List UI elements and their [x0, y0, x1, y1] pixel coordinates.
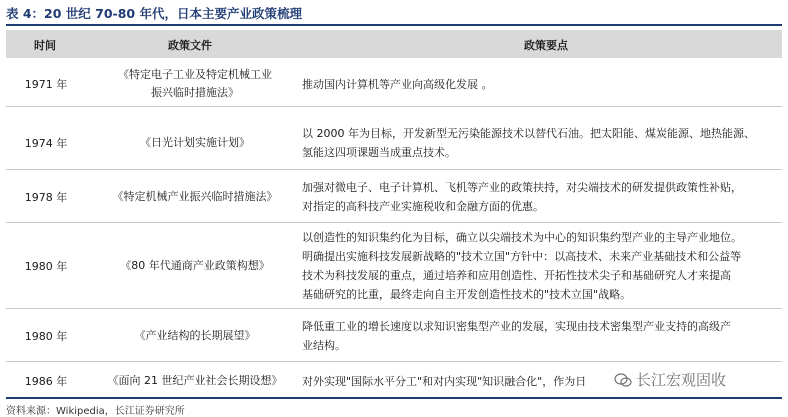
row-year: 1971 年	[24, 78, 68, 91]
row-points-line: 业结构。	[302, 339, 346, 352]
wechat-icon	[614, 373, 632, 387]
row-points-line: 对指定的高科技产业实施税收和金融方面的优惠。	[302, 200, 544, 213]
header-points: 政策要点	[524, 39, 568, 52]
row-year: 1974 年	[24, 137, 68, 150]
row-year: 1978 年	[24, 191, 68, 204]
row-document-line: 《80 年代通商产业政策构想》	[120, 259, 270, 272]
row-document-line: 《日光计划实施计划》	[140, 136, 250, 149]
row-year: 1980 年	[24, 260, 68, 273]
row-points-line: 基础研究的比重，最终走向自主开发创造性技术的"技术立国"战略。	[302, 288, 632, 301]
row-year: 1980 年	[24, 330, 68, 343]
row-document-line: 《特定机械产业振兴临时措施法》	[112, 190, 278, 203]
row-document-line: 《产业结构的长期展望》	[134, 329, 256, 342]
row-points-line: 加强对微电子、电子计算机、飞机等产业的政策扶持，对尖端技术的研发提供政策性补贴，	[302, 181, 742, 194]
header-document: 政策文件	[168, 39, 212, 52]
row-points-line: 推动国内计算机等产业向高级化发展 。	[302, 77, 493, 91]
table-header	[6, 30, 782, 58]
row-document-line: 《特定电子工业及特定机械工业	[118, 68, 272, 81]
row-points-line: 降低重工业的增长速度以求知识密集型产业的发展，实现由技术密集型产业支持的高级产	[302, 320, 731, 333]
watermark-text: 长江宏观固收	[636, 371, 727, 389]
watermark	[614, 369, 726, 390]
row-document-line: 《面向 21 世纪产业社会长期设想》	[107, 374, 283, 387]
header-time: 时间	[34, 39, 56, 52]
table-row	[6, 224, 782, 309]
row-points-line: 技术为科技发展的重点，通过培养和应用创造性、开拓性技术尖子和基础研究人才来提高	[302, 269, 731, 282]
bottom-rule	[6, 397, 782, 399]
row-points-line: 明确提出实施科技发展新战略的"技术立国"方针中：以高技术、未来产业基础技术和公益等	[302, 250, 742, 263]
table-row	[6, 117, 782, 170]
top-rule	[6, 24, 782, 26]
row-points-line: 以 2000 年为目标，开发新型无污染能源技术以替代石油。把太阳能、煤炭能源、地热能源、	[302, 127, 755, 140]
table-title: 表 4：20 世纪 70-80 年代，日本主要产业政策梳理	[6, 6, 302, 21]
source-note: 资料来源：Wikipedia，长江证券研究所	[6, 406, 185, 417]
row-document-line: 振兴临时措施法》	[151, 86, 239, 99]
row-points-line: 对外实现"国际水平分工"和对内实现"知识融合化"，作为日	[302, 374, 587, 388]
row-points-line: 以创造性的知识集约化为目标，确立以尖端技术为中心的知识集约型产业的主导产业地位。	[302, 231, 742, 244]
row-points-line: 氢能这四项课题当成重点技术。	[302, 146, 456, 159]
table-row	[6, 172, 782, 223]
row-year: 1986 年	[24, 375, 68, 388]
table-row	[6, 311, 782, 362]
table-row	[6, 62, 782, 107]
